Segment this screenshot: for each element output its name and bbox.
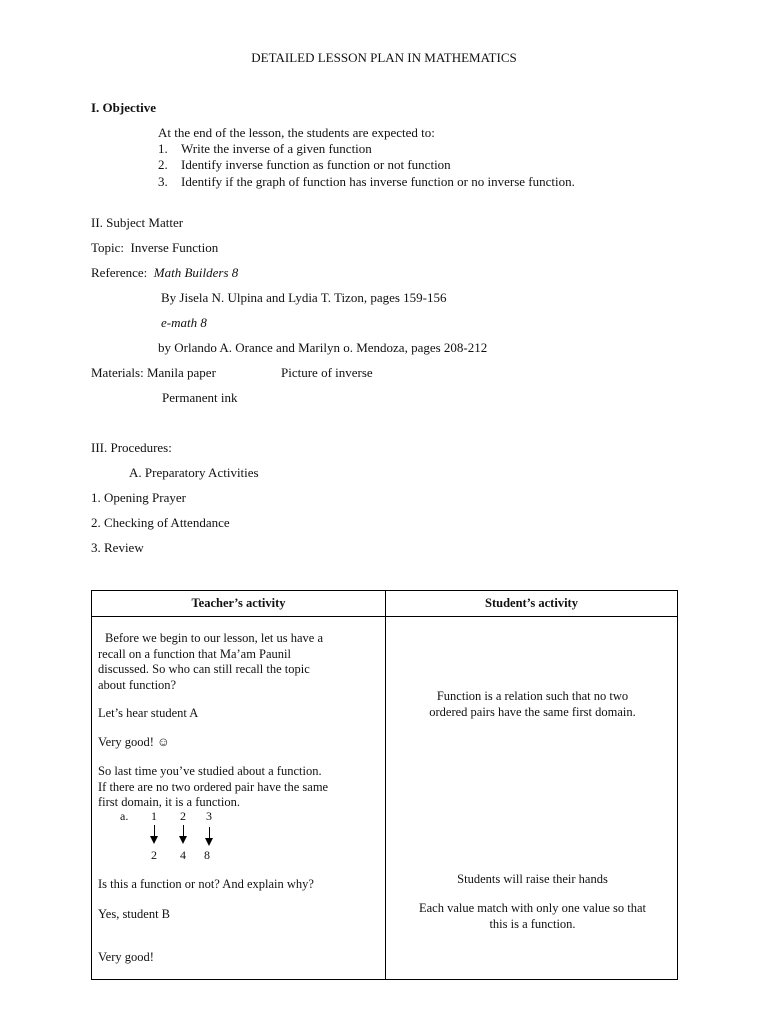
mapping-arrow-head	[179, 836, 187, 844]
text-line: Each value match with only one value so that	[418, 901, 646, 915]
reference-book-authors: By Jisela N. Ulpina and Lydia T. Tizon, pages 159-156	[161, 290, 447, 305]
reference-book-title: Math Builders 8	[153, 265, 239, 280]
subject-heading: II. Subject Matter	[91, 215, 184, 230]
objective-item-text: Identify inverse function as function or not function	[181, 157, 451, 172]
text-line: recall on a function that Ma’am Paunil	[98, 646, 291, 661]
activity-table	[91, 590, 678, 980]
material-item: Permanent ink	[162, 390, 238, 405]
material-item: Picture of inverse	[281, 365, 373, 380]
objective-item	[158, 141, 372, 157]
reference-book-authors: by Orlando A. Orance and Marilyn o. Mendoza, pages 208-212	[158, 340, 488, 355]
mapping-domain-value: 3	[206, 809, 212, 823]
procedure-step: 3. Review	[91, 540, 144, 555]
topic-value: Inverse Function	[130, 240, 219, 255]
reference-label: Reference:	[91, 265, 148, 280]
text-line: this is a function.	[489, 916, 576, 931]
procedure-step: 2. Checking of Attendance	[91, 515, 230, 530]
material-item: Manila paper	[146, 365, 216, 380]
teacher-paragraph: Yes, student B	[98, 907, 171, 921]
mapping-range-value: 8	[204, 848, 210, 862]
student-response: Students will raise their hands	[457, 872, 608, 886]
procedure-step: 1. Opening Prayer	[91, 490, 186, 505]
table-header-row	[92, 591, 678, 617]
table-row	[92, 617, 678, 980]
materials-line	[91, 365, 216, 381]
text-line: first domain, it is a function.	[98, 795, 240, 809]
topic-line	[91, 240, 218, 256]
teacher-activity-header: Teacher’s activity	[92, 591, 386, 617]
text-line: Before we begin to our lesson, let us have a	[105, 631, 323, 645]
text-line: discussed. So who can still recall the topic	[98, 662, 310, 676]
student-activity-header: Student’s activity	[386, 591, 678, 617]
objective-item-text: Identify if the graph of function has inverse function or no inverse function.	[181, 174, 575, 189]
teacher-paragraph: Is this a function or not? And explain why?	[98, 877, 314, 891]
objective-heading: I. Objective	[91, 100, 156, 115]
objective-item-number: 1.	[158, 141, 168, 156]
mapping-arrow-head	[150, 836, 158, 844]
text-line: If there are no two ordered pair have the same	[98, 779, 329, 794]
materials-label: Materials:	[91, 365, 144, 380]
mapping-label: a.	[120, 809, 129, 823]
procedures-subheading: A. Preparatory Activities	[129, 465, 259, 480]
objective-item	[158, 174, 575, 190]
mapping-arrow-head	[205, 838, 213, 846]
teacher-paragraph: Very good! ☺	[98, 735, 170, 749]
objective-item-text: Write the inverse of a given function	[181, 141, 372, 156]
procedures-heading: III. Procedures:	[91, 440, 172, 455]
mapping-domain-value: 1	[151, 809, 157, 823]
teacher-paragraph: Very good!	[98, 950, 154, 964]
text-line: Function is a relation such that no two	[436, 689, 629, 703]
reference-book-title: e-math 8	[161, 315, 207, 330]
page-title: DETAILED LESSON PLAN IN MATHEMATICS	[251, 50, 517, 65]
text-line: ordered pairs have the same first domain.	[429, 704, 636, 719]
mapping-range-value: 2	[151, 848, 157, 862]
objective-item-number: 2.	[158, 157, 168, 172]
teacher-paragraph	[98, 764, 383, 811]
objective-item	[158, 157, 451, 173]
topic-label: Topic:	[91, 240, 125, 255]
mapping-domain-value: 2	[180, 809, 186, 823]
student-response	[386, 901, 679, 932]
teacher-paragraph: Let’s hear student A	[98, 706, 199, 720]
teacher-activity-cell	[92, 617, 386, 980]
text-line: So last time you’ve studied about a function.	[98, 764, 322, 778]
student-activity-cell	[386, 617, 678, 980]
student-response	[386, 689, 679, 720]
objective-intro: At the end of the lesson, the students are expected to:	[158, 125, 435, 140]
teacher-paragraph	[98, 631, 383, 693]
reference-line	[91, 265, 238, 281]
objective-item-number: 3.	[158, 174, 168, 189]
text-line: about function?	[98, 677, 177, 692]
mapping-range-value: 4	[180, 848, 186, 862]
